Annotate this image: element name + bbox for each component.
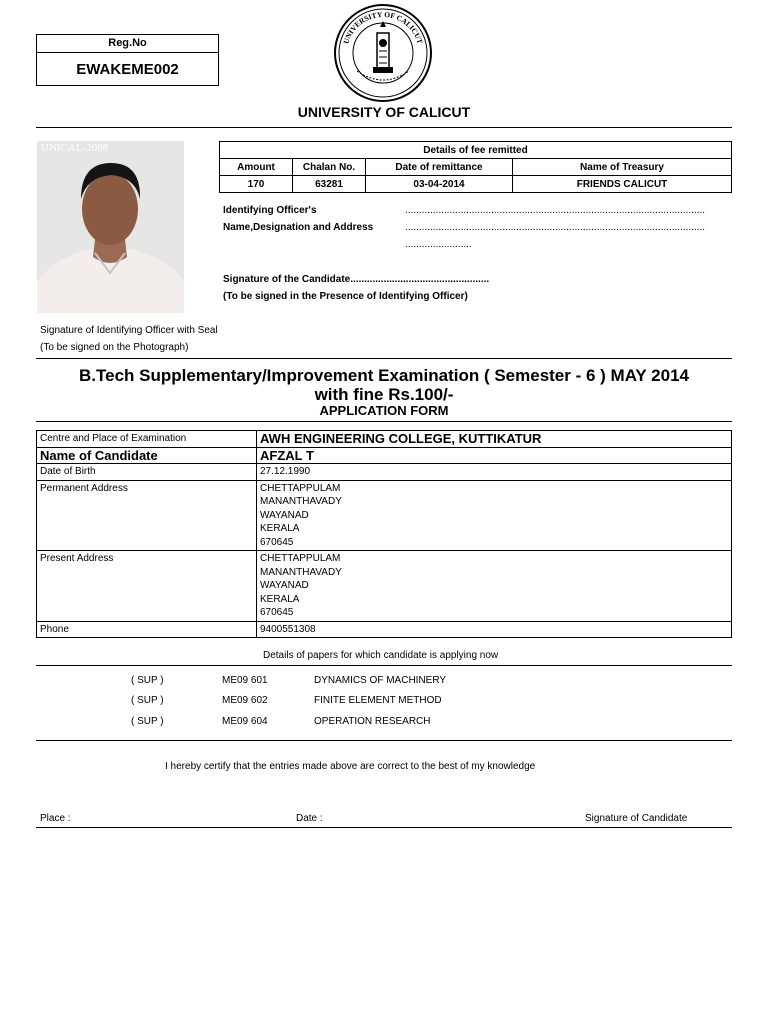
- divider: [36, 827, 732, 828]
- photo-caption: UNICAL-2008: [41, 142, 109, 154]
- candidate-photo: [37, 141, 184, 313]
- form-title: APPLICATION FORM: [319, 403, 449, 418]
- paper-type: ( SUP ): [131, 675, 164, 686]
- centre-label: Centre and Place of Examination: [37, 431, 257, 448]
- divider: [36, 665, 732, 666]
- fee-date: 03-04-2014: [366, 176, 513, 193]
- address-line: KERALA: [260, 593, 300, 605]
- paper-name: OPERATION RESEARCH: [314, 716, 431, 727]
- address-line: WAYANAD: [260, 509, 309, 521]
- fee-treasury: FRIENDS CALICUT: [513, 176, 732, 193]
- candidate-name-label: Name of Candidate: [37, 447, 257, 464]
- phone-value: 9400551308: [257, 621, 732, 638]
- papers-heading: Details of papers for which candidate is applying now: [263, 650, 499, 661]
- paper-code: ME09 601: [222, 675, 268, 686]
- fee-heading: Details of fee remitted: [220, 142, 732, 159]
- candidate-signature-note: (To be signed in the Presence of Identifying Officer): [223, 291, 468, 302]
- centre-value: AWH ENGINEERING COLLEGE, KUTTIKATUR: [257, 431, 732, 448]
- dob-value: 27.12.1990: [257, 464, 732, 481]
- officer-dots-1: ............................................................................................................: [405, 205, 706, 216]
- candidate-name-value: AFZAL T: [257, 447, 732, 464]
- paper-code: ME09 602: [222, 695, 268, 706]
- reg-no-box: [36, 34, 219, 86]
- address-line: 670645: [260, 536, 294, 548]
- university-name: UNIVERSITY OF CALICUT: [297, 104, 471, 120]
- officer-label-2: Name,Designation and Address: [223, 222, 374, 233]
- permanent-address-label: Permanent Address: [37, 480, 257, 551]
- paper-name: FINITE ELEMENT METHOD: [314, 695, 442, 706]
- permanent-address-value: [257, 480, 732, 551]
- reg-no-value: EWAKEME002: [76, 61, 179, 78]
- fee-header-date: Date of remittance: [366, 159, 513, 176]
- address-line: CHETTAPPULAM: [260, 482, 341, 494]
- fee-table: [219, 141, 732, 193]
- present-address-value: [257, 551, 732, 622]
- address-line: 670645: [260, 607, 294, 618]
- exam-title-line-2: with fine Rs.100/-: [314, 385, 454, 404]
- officer-seal-label: Signature of Identifying Officer with Seal: [40, 325, 218, 336]
- university-seal-icon: [333, 3, 433, 103]
- fee-amount: 170: [220, 176, 293, 193]
- officer-dots-2: ............................................................................................................: [405, 222, 706, 233]
- officer-dots-3: ........................: [405, 239, 472, 250]
- address-line: WAYANAD: [260, 580, 309, 591]
- date-label: Date :: [296, 813, 323, 824]
- present-address-label: Present Address: [37, 551, 257, 622]
- address-line: MANANTHAVADY: [260, 566, 342, 578]
- officer-label-1: Identifying Officer's: [223, 205, 317, 216]
- dob-label: Date of Birth: [37, 464, 257, 481]
- address-line: KERALA: [260, 523, 300, 534]
- exam-title-line-1: B.Tech Supplementary/Improvement Examination ( Semester - 6 ) MAY 2014: [79, 366, 689, 385]
- divider: [36, 740, 732, 741]
- certification-text: I hereby certify that the entries made above are correct to the best of my knowledge: [165, 761, 536, 772]
- reg-no-label: Reg.No: [37, 35, 218, 53]
- divider: [36, 421, 732, 422]
- paper-type: ( SUP ): [131, 695, 164, 706]
- address-line: MANANTHAVADY: [260, 496, 342, 507]
- fee-header-amount: Amount: [220, 159, 293, 176]
- officer-seal-note: (To be signed on the Photograph): [40, 342, 189, 353]
- candidate-details-table: [36, 430, 732, 638]
- signature-label: Signature of Candidate: [585, 813, 688, 824]
- paper-name: DYNAMICS OF MACHINERY: [314, 675, 447, 686]
- fee-header-treasury: Name of Treasury: [513, 159, 732, 176]
- fee-header-chalan: Chalan No.: [293, 159, 366, 176]
- exam-title: [0, 366, 768, 404]
- seal-text: UNIVERSITY OF CALICUT: [341, 9, 425, 45]
- paper-code: ME09 604: [222, 716, 268, 727]
- place-label: Place :: [40, 813, 71, 824]
- address-line: CHETTAPPULAM: [260, 553, 341, 564]
- divider: [36, 127, 732, 128]
- paper-type: ( SUP ): [131, 716, 164, 727]
- divider: [36, 358, 732, 359]
- fee-chalan: 63281: [293, 176, 366, 193]
- candidate-signature-line: Signature of the Candidate..................................................: [223, 274, 490, 285]
- phone-label: Phone: [37, 621, 257, 638]
